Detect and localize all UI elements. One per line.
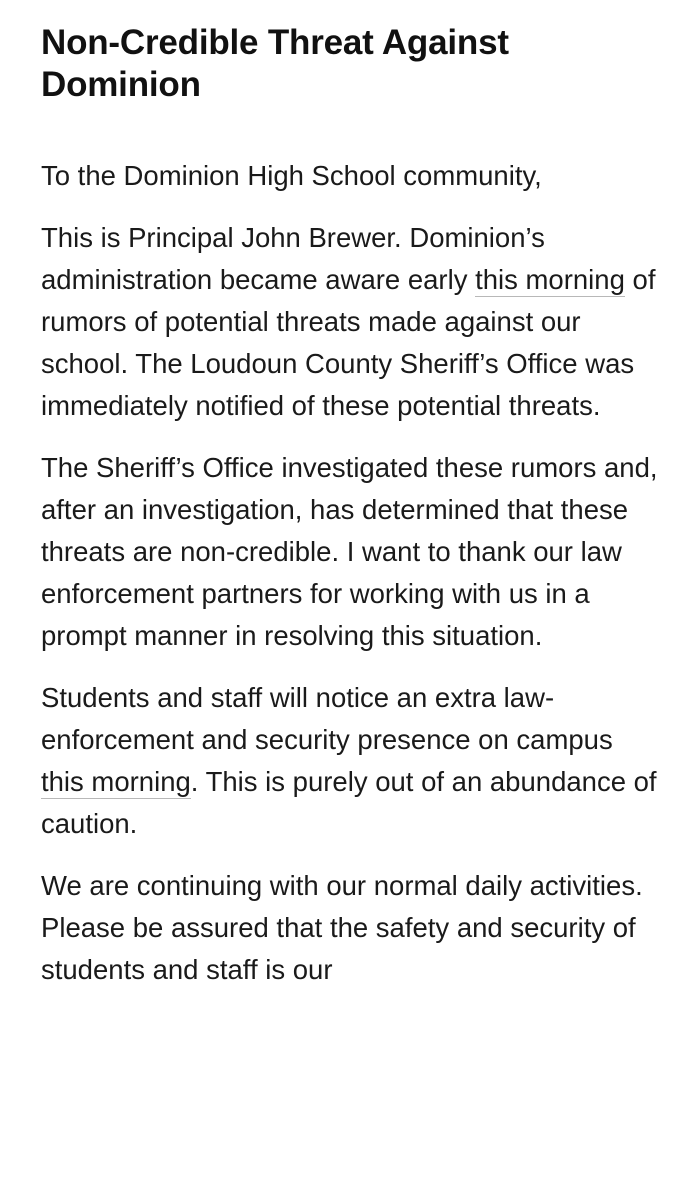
intro-this-morning-link[interactable]: this morning	[475, 264, 625, 295]
intro-text-before: This is Principal John Brewer. Dominion’s administration became aware early	[41, 222, 545, 295]
article	[41, 22, 661, 985]
sheriff-paragraph: The Sheriff’s Office investigated these rumors and, after an investigation, has determined that these threats are non-credible. I want to thank our law enforcement partners for working with us in a prompt manner in resolving this situation.	[41, 452, 658, 651]
article-title: Non-Credible Threat Against Dominion	[41, 23, 509, 104]
bottom-edge	[0, 1190, 694, 1200]
students-text-before: Students and staff will notice an extra law-enforcement and security presence on campus	[41, 682, 613, 755]
students-paragraph	[41, 677, 661, 845]
students-this-morning-link[interactable]: this morning	[41, 766, 191, 797]
greeting-paragraph: To the Dominion High School community,	[41, 160, 542, 191]
students-text-after: . This is purely out of an abundance of caution.	[41, 766, 657, 839]
intro-text-after: of rumors of potential threats made against our school. The Loudoun County Sheriff’s Office was immediately notified of these potential threats.	[41, 264, 656, 421]
continuing-paragraph: We are continuing with our normal daily activities. Please be assured that the safety and security of students and staff is our	[41, 870, 643, 985]
continuing-paragraph-clip	[41, 865, 661, 985]
intro-paragraph	[41, 217, 661, 427]
